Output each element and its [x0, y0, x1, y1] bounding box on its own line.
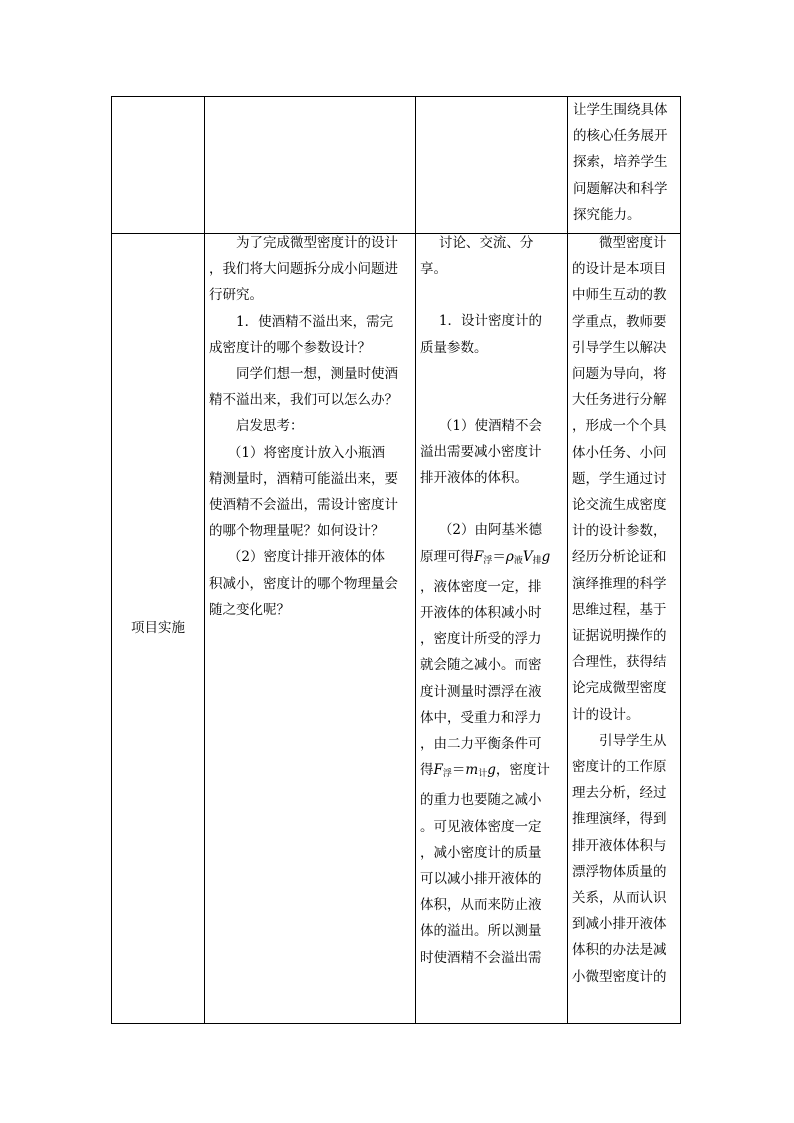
text-line: 溢出需要减小密度计: [420, 444, 542, 461]
text-line: 开液体的体积减小时: [420, 605, 542, 622]
text-line: 启发思考：: [236, 418, 304, 435]
symbol-force: F: [474, 548, 484, 565]
text-line: 大任务进行分解: [572, 392, 667, 409]
text-line: 论完成微型密度: [572, 680, 667, 697]
text-line: 1．使酒精不溢出来，需完: [236, 313, 394, 330]
text-fragment: 原理可得: [420, 548, 474, 565]
design-intent-cell: [572, 230, 679, 990]
text-line: 随之变化呢？: [209, 601, 290, 618]
text-line: 体中，受重力和浮力: [420, 709, 542, 726]
text-line: 享。: [420, 261, 447, 278]
text-line: 探索，培养学生: [573, 154, 668, 171]
text-line: 微型密度计: [599, 235, 667, 251]
text-line: 思维过程，基于: [572, 601, 667, 618]
text-line: 度计测量时漂浮在液: [420, 683, 542, 700]
text-line: ，密度计所受的浮力: [420, 631, 542, 648]
text-line: 问题为导向，将: [572, 366, 667, 383]
text-line: 就会随之减小。而密: [420, 657, 542, 674]
text-line: 引导学生以解决: [572, 339, 667, 356]
symbol-volume: V: [522, 548, 533, 565]
text-line: 问题解决和科学: [573, 180, 668, 197]
teacher-activity-cell: [209, 230, 413, 623]
text-line: ，液体密度一定，排: [420, 578, 542, 595]
text-line: 学重点，教师要: [572, 313, 667, 330]
text-line: 精测量时，酒精可能溢出来，要: [209, 470, 398, 487]
text-line: 行研究。: [209, 287, 263, 304]
text-fragment: ，密度计: [495, 762, 550, 779]
text-line: 到减小排开液体: [572, 916, 667, 933]
text-line: 使酒精不会溢出，需设计密度计: [209, 497, 398, 514]
text-line: 积减小，密度计的哪个物理量会: [209, 575, 398, 592]
text-line: 体积，从而来防止液: [420, 897, 542, 914]
stage-cell: [112, 233, 204, 1024]
text-line: 排开液体的体积。: [420, 470, 528, 487]
text-line: 中师生互动的教: [572, 287, 667, 304]
text-line: ，形成一个个具: [572, 418, 667, 435]
subscript: 浮: [483, 555, 493, 566]
text-line: 经历分析论证和: [572, 549, 667, 566]
symbol-gravity: g: [541, 548, 551, 565]
text-line: 论交流生成密度: [572, 497, 667, 514]
symbol-density: ρ: [505, 548, 514, 565]
formula-line-buoyancy: [420, 544, 566, 574]
student-activity-cell: [420, 230, 566, 971]
text-line: 计的设计参数，: [572, 523, 667, 540]
text-line: （2）密度计排开液体的体: [227, 549, 385, 566]
lesson-table: [111, 96, 681, 1024]
text-line: 理去分析，经过: [572, 785, 667, 802]
text-line: 探究能力。: [573, 206, 641, 223]
text-line: 排开液体体积与: [572, 837, 667, 854]
table-row-1: [111, 96, 681, 233]
text-line: 时使酒精不会溢出需: [420, 949, 542, 966]
text-line: 密度计的工作原: [572, 759, 667, 776]
formula-line-balance: [420, 757, 566, 787]
symbol-mass: m: [465, 762, 479, 779]
text-line: 质量参数。: [420, 339, 488, 356]
text-line: 体的溢出。所以测量: [420, 923, 542, 940]
text-line: 的设计是本项目: [572, 261, 667, 278]
text-line: 证据说明操作的: [572, 628, 667, 645]
text-line: ，由二力平衡条件可: [420, 736, 542, 753]
text-line: 关系，从而认识: [572, 890, 667, 907]
subscript: 液: [513, 555, 523, 566]
table-row-2: [111, 233, 681, 1024]
text-line: 的重力也要随之减小: [420, 792, 542, 809]
text-fragment: 得: [420, 762, 434, 779]
text-line: 体小任务、小问: [572, 444, 667, 461]
text-line: ，减小密度计的质量: [420, 844, 542, 861]
text-line: 让学生围绕具体: [573, 102, 668, 118]
subscript: 计: [478, 769, 488, 780]
text-line: 引导学生从: [599, 732, 667, 749]
text-line: 为了完成微型密度计的设计: [236, 235, 398, 251]
text-line: 可以减小排开液体的: [420, 871, 542, 888]
text-line: （1）将密度计放入小瓶酒: [227, 444, 385, 461]
symbol-gravity: g: [487, 762, 496, 779]
text-line: 精不溢出来，我们可以怎么办？: [209, 392, 398, 409]
text-line: 小微型密度计的: [572, 968, 667, 985]
text-line: ，我们将大问题拆分成小问题进: [209, 261, 398, 278]
text-line: （2）由阿基米德: [438, 522, 542, 539]
text-line: 。可见液体密度一定: [420, 818, 542, 835]
text-line: 合理性，获得结: [572, 654, 667, 671]
equals-sign: ＝: [492, 548, 506, 565]
text-line: 讨论、交流、分: [438, 235, 534, 251]
text-line: 体积的办法是减: [572, 942, 667, 959]
row1-design-cell: [573, 97, 679, 228]
text-line: 的哪个物理量呢？如何设计？: [209, 523, 385, 540]
equals-sign: ＝: [451, 762, 466, 779]
text-line: 的核心任务展开: [573, 128, 668, 145]
text-line: 推理演绎，得到: [572, 811, 667, 828]
text-line: 演绎推理的科学: [572, 575, 667, 592]
text-line: 成密度计的哪个参数设计？: [209, 339, 371, 356]
text-line: 1．设计密度计的: [438, 313, 542, 330]
subscript: 排: [532, 555, 542, 566]
text-line: （1）使酒精不会: [438, 417, 542, 434]
text-line: 题，学生通过讨: [572, 470, 667, 487]
text-line: 计的设计。: [572, 706, 640, 723]
text-line: 同学们想一想，测量时使酒: [236, 366, 398, 383]
text-line: 漂浮物体质量的: [572, 863, 667, 880]
symbol-force: F: [433, 762, 443, 779]
stage-label: 项目实施: [131, 620, 185, 637]
subscript: 浮: [442, 769, 452, 780]
